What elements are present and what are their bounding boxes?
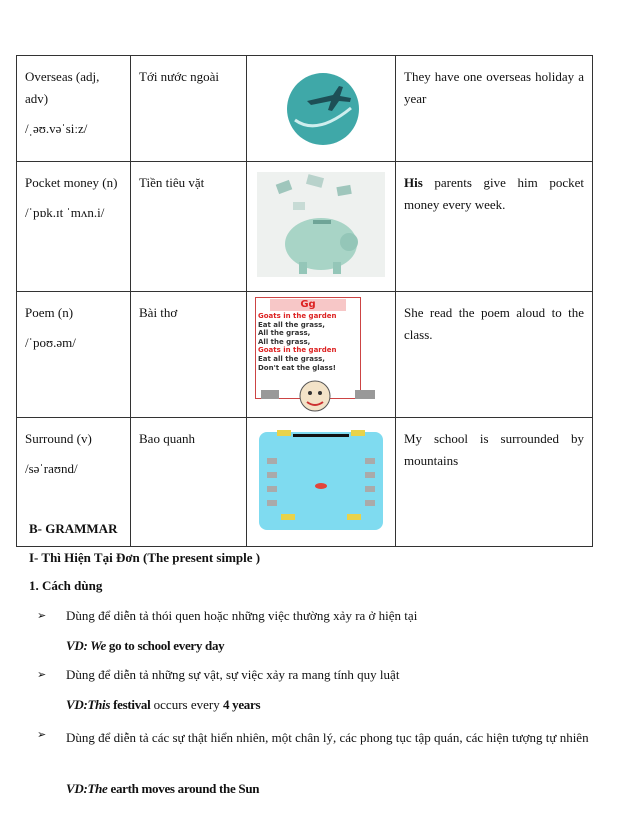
arrow-bullet-icon: ➢ [37, 669, 47, 681]
table-row [17, 162, 593, 292]
usage-heading: 1. Cách dùng [29, 578, 103, 593]
goat-illustration-icon [255, 378, 385, 414]
image-cell [247, 418, 396, 547]
ipa-text: /ˈpoʊ.əm/ [25, 335, 76, 350]
example-text: She read the poem aloud to the class. [404, 305, 584, 342]
poem-line: Goats in the garden [258, 312, 337, 320]
poem-line: All the grass, [258, 329, 311, 338]
example-plain: occurs every [150, 697, 223, 712]
example-text: My school is surrounded by mountains [404, 431, 584, 468]
example-text: They have one overseas holiday a year [404, 69, 584, 106]
ipa-text: /ˈpɒk.ɪt ˈmʌn.i/ [25, 205, 105, 220]
example-cell [396, 292, 593, 418]
usage-text: Dùng để diễn tả những sự vật, sự việc xảy ra mang tính quy luật [66, 667, 400, 682]
example-line [66, 781, 259, 797]
word-text: Pocket money (n) [25, 175, 118, 190]
arrow-bullet-icon: ➢ [37, 610, 47, 622]
word-text: Surround (v) [25, 431, 92, 446]
table-row [17, 56, 593, 162]
example-text: parents give him pocket money every week. [404, 175, 584, 212]
ipa-text: /ˌəʊ.vəˈsiːz/ [25, 121, 88, 136]
word-cell [17, 56, 131, 162]
meaning-text: Tiền tiêu vặt [139, 175, 205, 190]
meaning-text: Bài thơ [139, 305, 178, 320]
poem-card-icon [247, 292, 395, 417]
airplane-globe-icon [247, 56, 395, 157]
example-cell [396, 418, 593, 547]
arrow-bullet-icon: ➢ [37, 729, 47, 741]
meaning-text: Tới nước ngoài [139, 69, 219, 84]
subsection-heading: I- Thì Hiện Tại Đơn (The present simple ) [29, 550, 261, 565]
example-bold-end: 4 years [222, 697, 261, 712]
image-cell [247, 162, 396, 292]
word-cell [17, 292, 131, 418]
meaning-text: Bao quanh [139, 431, 195, 446]
usage-text: Dùng để diễn tả các sự thật hiển nhiên, một chân lý, các phong tục tập quán, các hiện tượng tự nhiên [66, 730, 589, 745]
poem-line: Eat all the grass, [258, 354, 325, 363]
ipa-text: /səˈraʊnd/ [25, 461, 78, 476]
word-text: Overseas (adj, adv) [25, 69, 100, 106]
poem-line: Goats in the garden [258, 346, 337, 355]
image-cell [247, 292, 396, 418]
example-prefix: VD:The [66, 781, 108, 796]
example-mid: festival [110, 697, 151, 712]
piggy-bank-icon [247, 162, 395, 287]
example-prefix: VD: We [66, 638, 106, 653]
table-row [17, 292, 593, 418]
meaning-cell [131, 162, 247, 292]
poem-line: Eat all the grass, [258, 320, 325, 329]
example-rest: go to school every day [105, 638, 225, 653]
meaning-cell [131, 56, 247, 162]
meaning-cell [131, 292, 247, 418]
poem-title: Gg [270, 299, 346, 311]
poem-line: All the grass, [258, 337, 311, 346]
image-cell [247, 56, 396, 162]
section-heading: B- GRAMMAR [29, 521, 118, 536]
example-bold: His [404, 175, 423, 190]
vocabulary-table [16, 55, 593, 547]
meaning-cell [131, 418, 247, 547]
word-text: Poem (n) [25, 305, 74, 320]
usage-text: Dùng để diễn tả thói quen hoặc những việc thường xảy ra ở hiện tại [66, 608, 418, 623]
poem-line: Don't eat the glass! [258, 363, 336, 372]
example-line [66, 638, 224, 654]
word-cell [17, 162, 131, 292]
example-prefix: VD:This [66, 697, 111, 712]
example-rest: earth moves around the Sun [107, 781, 260, 796]
surround-diagram-icon [247, 418, 395, 542]
example-cell [396, 56, 593, 162]
example-line [66, 697, 260, 713]
example-cell [396, 162, 593, 292]
